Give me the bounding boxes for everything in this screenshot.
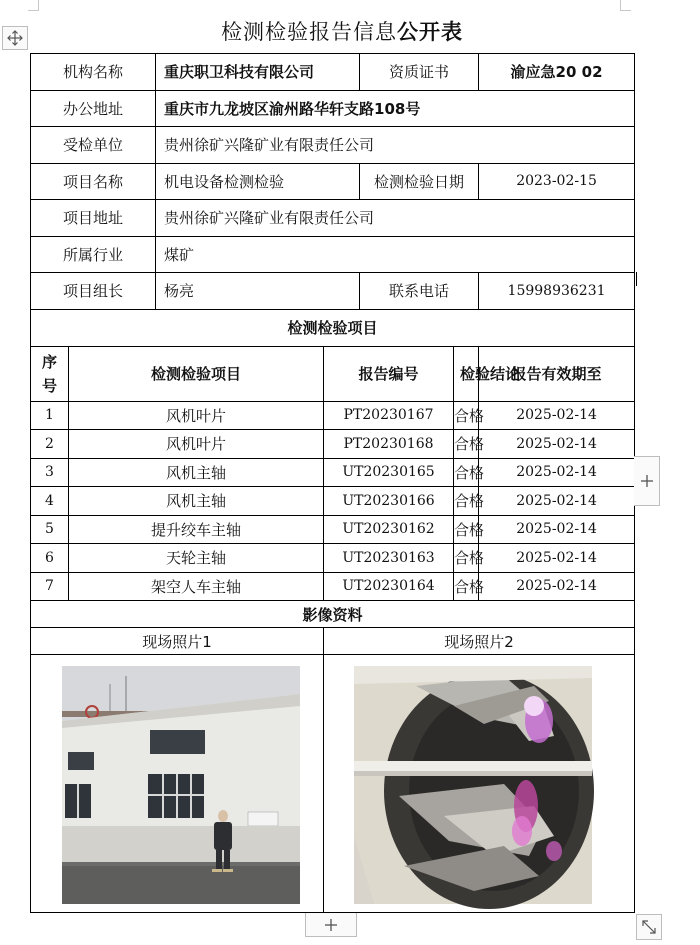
project-label: 项目名称 <box>31 163 156 200</box>
office-value[interactable]: 重庆市九龙坡区渝州路华轩支路108号 <box>156 90 635 127</box>
row-item[interactable]: 风机主轴 <box>69 487 324 516</box>
row-valid-until[interactable]: 2025-02-14 <box>479 544 635 573</box>
row-no: 1 <box>31 401 69 430</box>
client-row <box>31 127 635 164</box>
leader-value[interactable]: 杨亮 <box>156 273 360 310</box>
title-main: 检测检验报告信息 <box>221 20 397 44</box>
photo-labels-row <box>31 628 635 655</box>
col-header-result: 检验结论 <box>454 346 479 401</box>
site-row <box>31 200 635 237</box>
org-row <box>31 54 635 91</box>
row-valid-until[interactable]: 2025-02-14 <box>479 572 635 601</box>
table-row <box>31 401 635 430</box>
page-title <box>0 16 684 46</box>
text-cursor <box>636 272 637 286</box>
row-item[interactable]: 架空人车主轴 <box>69 572 324 601</box>
table-resize-handle[interactable] <box>636 914 662 940</box>
col-header-item: 检测检验项目 <box>69 346 324 401</box>
resize-icon <box>640 918 658 936</box>
office-label: 办公地址 <box>31 90 156 127</box>
row-valid-until[interactable]: 2025-02-14 <box>479 487 635 516</box>
row-report-no[interactable]: UT20230165 <box>324 458 454 487</box>
industry-label: 所属行业 <box>31 236 156 273</box>
org-value[interactable]: 重庆职卫科技有限公司 <box>156 54 360 91</box>
row-report-no[interactable]: UT20230164 <box>324 572 454 601</box>
row-no: 5 <box>31 515 69 544</box>
row-result[interactable]: 合格 <box>454 487 479 516</box>
page-corner-mark <box>28 0 39 11</box>
site-value[interactable]: 贵州徐矿兴隆矿业有限责任公司 <box>156 200 635 237</box>
items-body <box>31 401 635 601</box>
images-section-row <box>31 601 635 628</box>
cert-label: 资质证书 <box>360 54 479 91</box>
row-result[interactable]: 合格 <box>454 515 479 544</box>
row-report-no[interactable]: UT20230166 <box>324 487 454 516</box>
row-no: 6 <box>31 544 69 573</box>
table-row <box>31 515 635 544</box>
office-row <box>31 90 635 127</box>
table-row <box>31 430 635 459</box>
row-report-no[interactable]: UT20230162 <box>324 515 454 544</box>
site-label: 项目地址 <box>31 200 156 237</box>
row-result[interactable]: 合格 <box>454 572 479 601</box>
org-label: 机构名称 <box>31 54 156 91</box>
photo2-label: 现场照片2 <box>324 628 635 655</box>
row-valid-until[interactable]: 2025-02-14 <box>479 515 635 544</box>
col-header-no: 序号 <box>31 346 69 401</box>
cert-value[interactable]: 渝应急20 02 <box>479 54 635 91</box>
row-valid-until[interactable]: 2025-02-14 <box>479 401 635 430</box>
row-result[interactable]: 合格 <box>454 458 479 487</box>
row-no: 3 <box>31 458 69 487</box>
row-item[interactable]: 提升绞车主轴 <box>69 515 324 544</box>
items-header-row <box>31 346 635 401</box>
table-row <box>31 572 635 601</box>
photo2-cell <box>324 655 635 913</box>
plus-icon <box>640 474 654 488</box>
row-item[interactable]: 风机叶片 <box>69 430 324 459</box>
industry-row <box>31 236 635 273</box>
project-value[interactable]: 机电设备检测检验 <box>156 163 360 200</box>
row-report-no[interactable]: UT20230163 <box>324 544 454 573</box>
client-value[interactable]: 贵州徐矿兴隆矿业有限责任公司 <box>156 127 635 164</box>
row-item[interactable]: 风机叶片 <box>69 401 324 430</box>
images-section-title: 影像资料 <box>31 601 635 628</box>
industry-value[interactable]: 煤矿 <box>156 236 635 273</box>
title-bold: 公开表 <box>397 20 463 44</box>
photo1-label: 现场照片1 <box>31 628 324 655</box>
items-section-title: 检测检验项目 <box>31 309 635 346</box>
photo1-cell <box>31 655 324 913</box>
leader-row <box>31 273 635 310</box>
date-label: 检测检验日期 <box>360 163 479 200</box>
row-report-no[interactable]: PT20230167 <box>324 401 454 430</box>
row-item[interactable]: 天轮主轴 <box>69 544 324 573</box>
col-header-report-no: 报告编号 <box>324 346 454 401</box>
project-row <box>31 163 635 200</box>
phone-value[interactable]: 15998936231 <box>479 273 635 310</box>
phone-label: 联系电话 <box>360 273 479 310</box>
page-corner-mark <box>620 0 631 11</box>
add-row-button[interactable] <box>305 913 357 937</box>
photos-row <box>31 655 635 913</box>
row-report-no[interactable]: PT20230168 <box>324 430 454 459</box>
row-item[interactable]: 风机主轴 <box>69 458 324 487</box>
site-photo-fan-blades[interactable] <box>354 666 592 904</box>
client-label: 受检单位 <box>31 127 156 164</box>
leader-label: 项目组长 <box>31 273 156 310</box>
row-no: 7 <box>31 572 69 601</box>
col-header-valid-until: 报告有效期至 <box>479 346 635 401</box>
row-result[interactable]: 合格 <box>454 544 479 573</box>
table-row <box>31 544 635 573</box>
row-no: 4 <box>31 487 69 516</box>
add-column-button[interactable] <box>634 456 660 506</box>
date-value[interactable]: 2023-02-15 <box>479 163 635 200</box>
row-no: 2 <box>31 430 69 459</box>
items-section-row <box>31 309 635 346</box>
report-table <box>30 53 635 913</box>
plus-icon <box>324 918 338 932</box>
table-row <box>31 458 635 487</box>
row-result[interactable]: 合格 <box>454 430 479 459</box>
table-row <box>31 487 635 516</box>
row-result[interactable]: 合格 <box>454 401 479 430</box>
row-valid-until[interactable]: 2025-02-14 <box>479 458 635 487</box>
row-valid-until[interactable]: 2025-02-14 <box>479 430 635 459</box>
site-photo-building[interactable] <box>62 666 300 904</box>
